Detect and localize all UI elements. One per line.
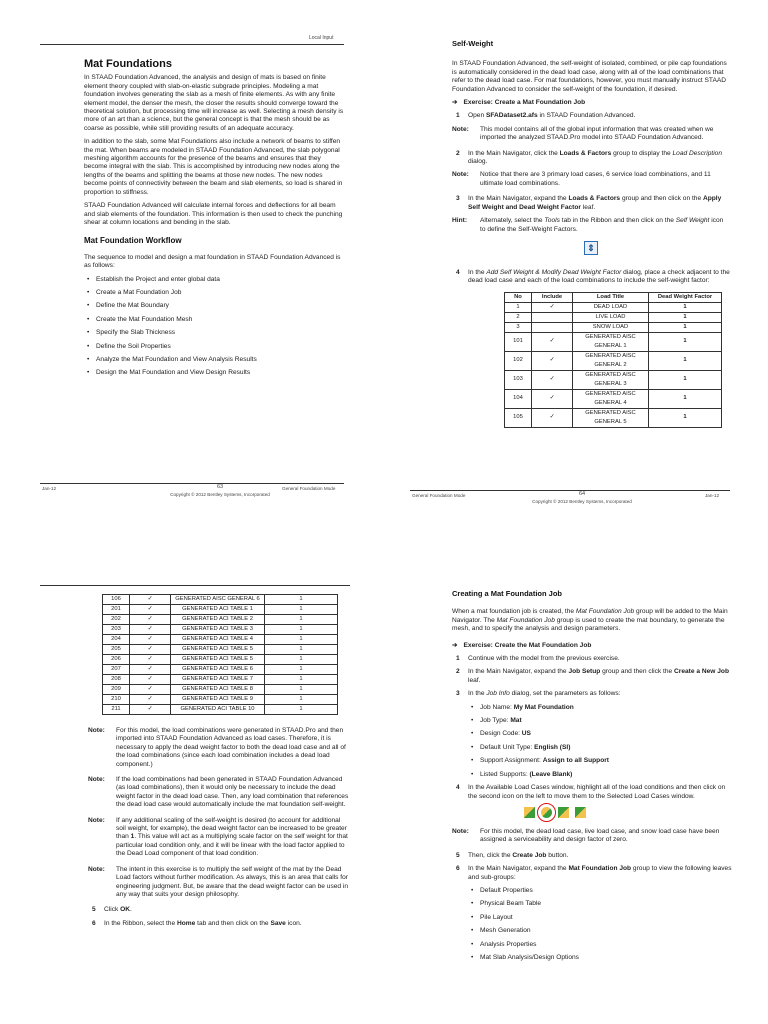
include-checkbox[interactable]: ✓	[130, 665, 171, 675]
table-header-row	[505, 292, 722, 302]
include-checkbox[interactable]: ✓	[130, 615, 171, 625]
emphasis: Loads & Factors	[568, 195, 621, 203]
param-value: English (SI)	[534, 743, 571, 751]
load-table-continued	[102, 594, 338, 715]
column-header: Include	[532, 292, 573, 302]
include-checkbox[interactable]: ✓	[130, 605, 171, 615]
cell: 103	[505, 370, 532, 389]
cell: 3	[505, 322, 532, 332]
param-label: Support Assignment:	[480, 757, 543, 765]
text: button.	[546, 851, 569, 859]
emphasis: Save	[270, 919, 286, 927]
cell: 1	[265, 655, 338, 665]
note	[88, 817, 350, 859]
emphasis: Job Info	[486, 690, 510, 698]
arrow-right-icon: ➔	[452, 99, 458, 107]
text: tab in the Ribbon and then click on the	[559, 217, 676, 225]
cell: GENERATED ACI TABLE 5	[171, 655, 265, 665]
text: group and then click on the	[620, 195, 703, 203]
include-checkbox[interactable]: ✓	[130, 625, 171, 635]
cell: GENERATED ACI TABLE 1	[171, 605, 265, 615]
cell: 105	[505, 408, 532, 427]
note	[452, 126, 730, 143]
note-label: Note:	[88, 865, 105, 873]
footer-mode: General Foundation Mode	[282, 486, 336, 491]
arrow-right-icon: ➔	[452, 641, 458, 649]
step-5	[452, 852, 732, 860]
cell: GENERATED AISC GENERAL 4	[573, 389, 649, 408]
list-item: • Specify the Slab Thickness	[96, 329, 344, 337]
include-checkbox[interactable]: ✓	[532, 408, 573, 427]
list-item: • Mesh Generation	[480, 927, 732, 935]
icon-holder	[452, 241, 730, 255]
mat-foundations-section	[84, 60, 344, 383]
emphasis: Loads & Factors	[559, 149, 612, 157]
list-item: • Analyze the Mat Foundation and View Analysis Results	[96, 356, 344, 364]
text: leaf.	[580, 203, 596, 211]
emphasis: Mat Foundation Job	[568, 865, 632, 873]
page-title: Mat Foundations	[84, 58, 172, 70]
step-number: 6	[92, 919, 96, 927]
remove-load-case-icon[interactable]	[558, 807, 569, 818]
step-2	[452, 668, 732, 685]
copyright: Copyright © 2012 Bentley Systems, Incorporated	[170, 492, 270, 497]
include-checkbox[interactable]: ✓	[532, 302, 573, 312]
cell: 207	[103, 665, 130, 675]
include-checkbox[interactable]	[532, 322, 573, 332]
cell: 1	[265, 635, 338, 645]
intro-paragraph: In STAAD Foundation Advanced, the self-weight of isolated, combined, or pile cap foundations is automatically considered in the dead load case, along with all of the load combinations that refer to the dead load case. For mat foundations, however, you must manually instruct STAAD Foundation Advanced to consider the self-weight of the foundation, if desired.	[452, 60, 727, 93]
note-label: Note:	[88, 776, 105, 784]
remove-all-load-cases-icon[interactable]	[575, 807, 586, 818]
workflow-intro: The sequence to model and design a mat foundation in STAAD Foundation Advanced is as follows:	[84, 253, 341, 270]
job-params-list	[452, 704, 732, 779]
hint-label: Hint:	[452, 217, 468, 225]
note-text: If any additional scaling of the self-weight is desired (to account for additional soil weight, for example), the dead weight factor can be increased to be greater than	[116, 816, 347, 841]
step-number: 2	[456, 149, 460, 157]
include-checkbox[interactable]	[532, 312, 573, 322]
note-label: Note:	[452, 171, 469, 179]
list-item	[480, 704, 732, 712]
list-item: • Create the Mat Foundation Mesh	[96, 316, 344, 324]
header-rule	[40, 44, 344, 45]
param-value: (Leave Blank)	[529, 770, 573, 778]
note-text: For this model, the load combinations were generated in STAAD.Pro and then imported into STAAD Foundation Advanced as load cases. Therefore, it is necessary to apply the dead weight factor to both the dead load case and all of the load combinations (since each load combination includes a dead load component.)	[116, 727, 346, 768]
footer-mode: General Foundation Mode	[412, 493, 466, 498]
cell: 1	[265, 665, 338, 675]
text: in STAAD Foundation Advanced.	[537, 112, 636, 120]
cell: 1	[265, 605, 338, 615]
table-row	[103, 605, 338, 615]
text: dialog, set the parameters as follows:	[509, 690, 621, 698]
note	[88, 866, 350, 900]
text: In the	[468, 268, 487, 276]
emphasis: Add Self Weight & Modify Dead Weight Factor	[486, 268, 622, 276]
text: In the Main Navigator, click the	[468, 149, 560, 157]
note-label: Note:	[452, 125, 469, 133]
table-row	[103, 695, 338, 705]
note-text: Notice that there are 3 primary load cases, 6 service load combinations, and 11 ultimate load combinations.	[480, 171, 711, 187]
text: group to view the following leaves and sub-groups:	[468, 865, 732, 881]
param-value: My Mat Foundation	[513, 703, 574, 711]
table-row	[505, 312, 722, 322]
cell: 106	[103, 595, 130, 605]
table-row	[103, 685, 338, 695]
cell: 1	[265, 645, 338, 655]
cell: 1	[649, 351, 722, 370]
exercise-title: Exercise: Create a Mat Foundation Job	[463, 99, 586, 107]
table-row	[103, 675, 338, 685]
file-name: SFADataset2.afs	[485, 112, 538, 120]
step-5	[88, 906, 350, 914]
text: Click	[104, 906, 121, 914]
step-number: 3	[456, 690, 460, 698]
table-row	[505, 322, 722, 332]
table-row	[103, 655, 338, 665]
step-number: 5	[456, 851, 460, 859]
table-row	[505, 408, 722, 427]
step-3	[452, 195, 730, 212]
cell: GENERATED ACI TABLE 7	[171, 675, 265, 685]
step-6	[88, 920, 350, 928]
step-4	[452, 784, 732, 801]
step-1	[452, 655, 732, 663]
cell: 210	[103, 695, 130, 705]
cell: GENERATED AISC GENERAL 1	[573, 332, 649, 351]
include-checkbox[interactable]: ✓	[130, 695, 171, 705]
cell: 1	[265, 675, 338, 685]
spacer	[88, 715, 350, 727]
page-number: 63	[216, 484, 224, 490]
list-item	[480, 730, 732, 738]
param-value: Mat	[510, 717, 522, 725]
footer-date: Jan-12	[705, 493, 720, 498]
exercise-title: Exercise: Create the Mat Foundation Job	[463, 641, 592, 649]
emphasis: Job Setup	[568, 668, 601, 676]
note-label: Note:	[88, 727, 105, 734]
cell: GENERATED ACI TABLE 5	[171, 645, 265, 655]
text: leaf.	[468, 676, 481, 684]
note-text: If the load combinations had been generated in STAAD Foundation Advanced (as load combinations), then it would only be necessary to include the dead weight factor in the dead load case. Then, any load combination that references the dead load case would automatically include the mat foundation self-weight.	[116, 776, 349, 809]
include-checkbox[interactable]: ✓	[130, 645, 171, 655]
include-checkbox[interactable]: ✓	[532, 389, 573, 408]
column-header: Load Title	[573, 292, 649, 302]
bottom-spread	[0, 512, 768, 1024]
cell: GENERATED ACI TABLE 2	[171, 615, 265, 625]
text: group and then click the	[600, 668, 674, 676]
copyright: Copyright © 2012 Bentley Systems, Incorporated	[532, 499, 632, 504]
text: Alternately, select the	[480, 217, 545, 225]
include-checkbox[interactable]: ✓	[532, 370, 573, 389]
step-number: 1	[456, 655, 460, 663]
step-number: 1	[456, 112, 460, 120]
list-item: • Design the Mat Foundation and View Design Results	[96, 369, 344, 377]
cell: GENERATED ACI TABLE 3	[171, 625, 265, 635]
cell: 203	[103, 625, 130, 635]
cell: 201	[103, 605, 130, 615]
list-item: • Define the Soil Properties	[96, 343, 344, 351]
cell: 104	[505, 389, 532, 408]
cell: 2	[505, 312, 532, 322]
list-item: • Mat Slab Analysis/Design Options	[480, 954, 732, 962]
step-number: 4	[456, 268, 460, 276]
text: Continue with the model from the previous exercise.	[468, 655, 620, 663]
text: In the Ribbon, select the	[104, 919, 177, 927]
cell: GENERATED ACI TABLE 9	[171, 695, 265, 705]
cell: 1	[265, 705, 338, 715]
table-row	[103, 595, 338, 605]
cell: 1	[265, 625, 338, 635]
step-number: 5	[92, 906, 96, 914]
cell: 209	[103, 685, 130, 695]
step-2	[452, 150, 730, 167]
cell: 208	[103, 675, 130, 685]
param-label: Job Type:	[480, 717, 511, 725]
cell: 1	[649, 302, 722, 312]
text: In the Main Navigator, expand the	[468, 865, 569, 873]
emphasis: Tools	[544, 217, 560, 225]
text: When a mat foundation job is created, the	[452, 608, 576, 616]
cell: 204	[103, 635, 130, 645]
column-header: Dead Weight Factor	[649, 292, 722, 302]
include-checkbox[interactable]: ✓	[532, 351, 573, 370]
param-label: Design Code:	[480, 730, 522, 738]
param-label: Job Name:	[480, 703, 514, 711]
text: group is used to create the mat boundary, to generate the mesh, and to specify the analysis and design parameters.	[452, 616, 725, 633]
load-case-icons	[524, 807, 732, 818]
emphasis: Self Weight	[675, 217, 710, 225]
table-row	[103, 705, 338, 715]
paragraph: In addition to the slab, some Mat Foundations also include a network of beams to stiffen the mat. When beams are modeled in STAAD Foundation Advanced, the slab polygonal meshing algorithm accounts for the presence of the beams and ensures that they become integral with the slab. This is accomplished by introducing new nodes along the lengths of the beams and splitting the beams at those new nodes. The new nodes become points of connectivity between the beam and slab elements, so load is shared in proportion to stiffness.	[84, 138, 343, 196]
table-row	[103, 635, 338, 645]
section-title: Self-Weight	[452, 39, 494, 48]
emphasis: Load Description	[672, 149, 722, 157]
exercise-heading	[452, 642, 732, 650]
workflow-list	[84, 276, 344, 378]
table-row	[505, 351, 722, 370]
table-row	[505, 389, 722, 408]
table-row	[103, 645, 338, 655]
cell: GENERATED ACI TABLE 10	[171, 705, 265, 715]
cell: 1	[649, 408, 722, 427]
cell: GENERATED AISC GENERAL 5	[573, 408, 649, 427]
create-job-section	[452, 590, 732, 967]
note-text: The intent in this exercise is to multiply the self weight of the mat by the Dead Load factors without further modification. As always, this is an area that calls for engineering judgment. But, be aware that the dead weight factor can be used in any way that suits your design philosophy.	[116, 865, 349, 898]
note-label: Note:	[88, 816, 105, 824]
step-4	[452, 269, 730, 286]
param-value: US	[521, 730, 531, 738]
note-text: . This value will act as a multiplying scale factor on the self weight for that particular load condition only, and it will be linear with the load factor applied to the Dead Load component of that load condition.	[116, 833, 348, 858]
note	[452, 828, 732, 845]
cell: 211	[103, 705, 130, 715]
param-label: Default Unit Type:	[480, 743, 535, 751]
text: icon to define the Self-Weight Factors.	[480, 217, 724, 233]
cell: GENERATED AISC GENERAL 6	[171, 595, 265, 605]
list-item: • Create a Mat Foundation Job	[96, 289, 344, 297]
running-header: Local Input	[309, 35, 334, 41]
cell: GENERATED AISC GENERAL 3	[573, 370, 649, 389]
note	[88, 776, 350, 810]
workflow-heading: Mat Foundation Workflow	[84, 236, 182, 246]
list-item	[480, 717, 732, 725]
step-number: 2	[456, 668, 460, 676]
emphasis: Apply Self Weight and Dead Weight Factor	[468, 195, 722, 211]
paragraph: STAAD Foundation Advanced will calculate internal forces and deflections for all beam and slab elements of the foundation. This information is then used to check the punching shear at column locations and bending in the slab.	[84, 202, 343, 226]
include-checkbox[interactable]: ✓	[130, 655, 171, 665]
cell: DEAD LOAD	[573, 302, 649, 312]
cell: 1	[649, 370, 722, 389]
table-row	[505, 332, 722, 351]
add-load-case-icon[interactable]	[524, 807, 535, 818]
table-row	[103, 665, 338, 675]
list-item	[480, 744, 732, 752]
job-groups-list	[452, 887, 732, 962]
cell: 1	[265, 695, 338, 705]
list-item: • Default Properties	[480, 887, 732, 895]
cell: 1	[649, 312, 722, 322]
note-text: For this model, the dead load case, live load case, and snow load case have been assigned a serviceability and design factor of zero.	[480, 827, 720, 844]
cell: SNOW LOAD	[573, 322, 649, 332]
list-item: • Physical Beam Table	[480, 900, 732, 908]
include-checkbox[interactable]: ✓	[130, 595, 171, 605]
include-checkbox[interactable]: ✓	[532, 332, 573, 351]
emphasis: Mat Foundation Job	[496, 616, 555, 624]
cell: 1	[505, 302, 532, 312]
header-rule	[40, 585, 350, 586]
emphasis: OK	[120, 906, 131, 914]
cell: 102	[505, 351, 532, 370]
list-item	[480, 771, 732, 779]
cell: GENERATED ACI TABLE 4	[171, 635, 265, 645]
param-label: Listed Supports:	[480, 770, 530, 778]
text: dialog.	[468, 158, 488, 166]
note	[88, 727, 350, 769]
step-number: 6	[456, 865, 460, 873]
cell: 1	[265, 595, 338, 605]
note	[452, 171, 730, 188]
list-item: • Analysis Properties	[480, 941, 732, 949]
list-item	[480, 757, 732, 765]
load-table	[504, 292, 722, 428]
emphasis: 1	[130, 833, 135, 841]
paragraph: In STAAD Foundation Advanced, the analysis and design of mats is based on finite element theory coupled with slab-on-elastic subgrade principles. Modeling a mat foundation involves generating the slab as a mesh of finite elements. As with any finite element model, the denser the mesh, the closer the results should converge toward the theoretical solution, but processing time will increase as well. Selecting a mesh density is more of an art than a science, but the general concept is that the mesh should be as coarse as possible, while still providing results of an adequate accuracy.	[84, 74, 344, 132]
text: In the Main Navigator, expand the	[468, 668, 569, 676]
list-item: • Define the Mat Boundary	[96, 302, 344, 310]
add-all-load-cases-icon[interactable]	[541, 807, 552, 818]
page-number: 64	[578, 491, 586, 497]
table-row	[505, 370, 722, 389]
cell: GENERATED AISC GENERAL 2	[573, 351, 649, 370]
emphasis: Create Job	[512, 851, 547, 859]
emphasis: Mat Foundation Job	[575, 608, 635, 616]
exercise-heading	[452, 99, 730, 107]
step-6	[452, 865, 732, 882]
cell: LIVE LOAD	[573, 312, 649, 322]
cell: GENERATED ACI TABLE 8	[171, 685, 265, 695]
cell: 1	[649, 332, 722, 351]
table-row	[505, 302, 722, 312]
text: dialog, place a check adjacent to the dead load case and each of the load combinations to include the self-weight factor:	[468, 268, 730, 285]
step-3	[452, 690, 732, 698]
step-number: 3	[456, 195, 460, 203]
text: Then, click the	[468, 851, 513, 859]
cell: GENERATED ACI TABLE 6	[171, 665, 265, 675]
cell: 202	[103, 615, 130, 625]
text: icon.	[285, 919, 302, 927]
footer-date: Jan-12	[42, 486, 57, 491]
cell: 1	[265, 615, 338, 625]
text: In the Main Navigator, expand the	[468, 195, 569, 203]
include-checkbox[interactable]: ✓	[130, 635, 171, 645]
cell: 1	[265, 685, 338, 695]
cell: 1	[649, 389, 722, 408]
param-value: Assign to all Support	[542, 757, 609, 765]
emphasis: Create a New Job	[674, 668, 729, 676]
table-continuation-section	[88, 594, 350, 933]
cell: 206	[103, 655, 130, 665]
text: group to display the	[611, 149, 673, 157]
note-text: This model contains all of the global input information that was created when we imported the analyzed STAAD.Pro model into STAAD Foundation Advanced.	[480, 125, 714, 142]
column-header: No	[505, 292, 532, 302]
self-weight-section	[452, 40, 730, 428]
text: group will be added to the Main Navigator. The	[452, 608, 728, 624]
text: In the Available Load Cases window, highlight all of the load conditions and then click on the second icon on the left to move them to the Selected Load Cases window.	[468, 784, 726, 800]
emphasis: Home	[176, 919, 196, 927]
include-checkbox[interactable]: ✓	[130, 705, 171, 715]
text: tab and then click on the	[195, 919, 271, 927]
hint	[452, 217, 730, 234]
cell: 205	[103, 645, 130, 655]
self-weight-icon[interactable]: ⇕	[584, 241, 598, 255]
step-number: 4	[456, 784, 460, 792]
section-title: Creating a Mat Foundation Job	[452, 589, 562, 598]
text: .	[130, 906, 132, 914]
step-1	[452, 112, 730, 120]
table-row	[103, 615, 338, 625]
text: Open	[468, 112, 486, 120]
cell: 1	[649, 322, 722, 332]
cell: 101	[505, 332, 532, 351]
note-label: Note:	[452, 827, 469, 835]
include-checkbox[interactable]: ✓	[130, 685, 171, 695]
list-item: • Pile Layout	[480, 914, 732, 922]
list-item: • Establish the Project and enter global data	[96, 276, 344, 284]
table-row	[103, 625, 338, 635]
text: In the	[468, 690, 487, 698]
include-checkbox[interactable]: ✓	[130, 675, 171, 685]
intro-paragraph	[452, 608, 732, 633]
